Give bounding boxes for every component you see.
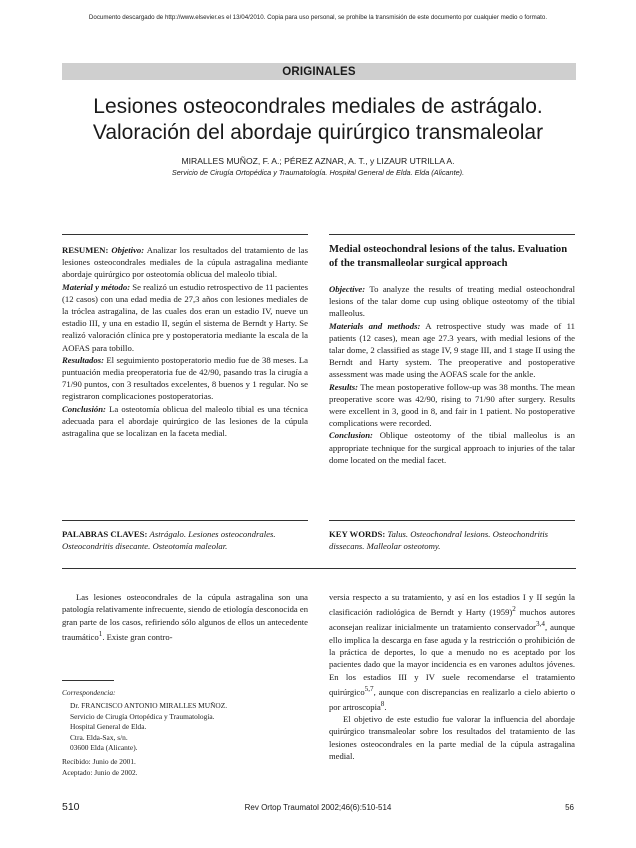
materials-label: Materials and methods: xyxy=(329,320,421,331)
article-title xyxy=(40,94,596,146)
correspondence-label: Correspondencia: xyxy=(62,688,116,697)
materials-text: A retrospective study was made of 11 patients (12 cases), mean age 27.3 years, with medial lesions of the talar dome, 2 classified as stage IV, 9 stage III, and 1 stage II using the Berndt and Harty system. The preoperative and postoperative assessment was made using the AOFAS scale for the ankle. xyxy=(329,320,575,380)
results-label: Results: xyxy=(329,381,358,392)
body-separator-rule xyxy=(62,568,576,569)
abstract-es xyxy=(62,244,308,439)
abstract-en-bottom-rule xyxy=(329,520,575,521)
intro-cont-d: , aunque con discrepancias en realizarlo a cielo abierto o por artroscopia xyxy=(329,686,575,712)
correspondence-line-4: Ctra. Elda-Sax, s/n. xyxy=(70,732,128,742)
keywords-es-label: PALABRAS CLAVES: xyxy=(62,529,148,539)
resumen-label: RESUMEN: xyxy=(62,245,109,255)
keywords-es-text: Astrágalo. Lesiones osteocondrales. Osteocondritis disecante. Osteotomía maleolar. xyxy=(62,529,276,552)
section-header xyxy=(62,63,576,80)
ref-2: 2 xyxy=(512,605,516,614)
objetivo-text: Analizar los resultados del tratamiento de las lesiones osteocondrales mediales de la cúpula astragalina mediante abordaje quirúrgico por osteotomía oblicua del maleolo tibial. xyxy=(62,245,309,280)
title-line-1: Lesiones osteocondrales mediales de astrágalo. xyxy=(93,95,543,118)
keywords-en-label: KEY WORDS: xyxy=(329,529,386,539)
ref-3-4: 3,4 xyxy=(536,620,545,629)
intro-paragraph-1-end: . Existe gran contro- xyxy=(102,631,173,642)
section-label: ORIGINALES xyxy=(282,65,356,78)
abstract-en-top-rule xyxy=(329,234,575,235)
correspondence-name: Dr. FRANCISCO ANTONIO MIRALLES MUÑOZ. xyxy=(70,701,228,711)
conclusion-en-label: Conclusion: xyxy=(329,430,373,441)
journal-citation: Rev Ortop Traumatol 2002;46(6):510-514 xyxy=(244,803,392,812)
accepted-date: Aceptado: Junio de 2002. xyxy=(62,767,138,777)
objective-paragraph: El objetivo de este estudio fue valorar la influencia del abordaje quirúrgico transmaleolar sobre los resultados del tratamiento de las lesiones osteocondrales en la parte medial de la cúpula astragalina medial. xyxy=(329,714,575,761)
abstract-es-bottom-rule xyxy=(62,520,308,521)
page-number-left: 510 xyxy=(62,801,80,813)
ref-5-7: 5,7 xyxy=(364,684,374,693)
download-notice: Documento descargado de http://www.elsevier.es el 13/04/2010. Copia para uso personal, se prohíbe la transmisión de este documento por cualquier medio o formato. xyxy=(88,14,548,21)
body-left-column xyxy=(62,591,308,643)
received-date: Recibido: Junio de 2001. xyxy=(62,757,136,767)
objective-text: To analyze the results of treating medial osteochondral lesions of the talar dome cup using oblique osteotomy of the tibial malleolus. xyxy=(329,284,575,319)
intro-paragraph-1: Las lesiones osteocondrales de la cúpula astragalina son una patología relativamente infrecuente, siendo de etiología desconocida en gran parte de los casos, refiriendo sólo algunos de ellos un antecedente traumático xyxy=(62,592,308,642)
conclusion-en-text: Oblique osteotomy of the tibial malleolus is an appropriate technique for the surgical approach to injuries of the talar dome located on the medial facet. xyxy=(329,430,576,465)
correspondence-line-5: 03600 Elda (Alicante). xyxy=(70,743,138,753)
results-text: The mean postoperative follow-up was 38 months. The mean preoperative score was 42/90, rising to 71/90 after surgery. Results were excellent in 3, good in 8, and fair in 1 patient. No postoperative complications were recorded. xyxy=(329,381,576,429)
keywords-en xyxy=(329,528,575,552)
objective-label: Objective: xyxy=(329,284,366,294)
intro-cont-c: , aunque ello implica la descarga en fase aguda y la restricción o prohibición de la práctica de deportes, lo que a menudo no es aceptado por los pacientes dado que la mayor incidencia es en varones adultos jóvenes. En los estadios III y IV suele recomendarse el tratamiento quirúrgico xyxy=(329,622,575,697)
resultados-text: El seguimiento postoperatorio medio fue de 38 meses. La puntuación media preoperatoria fue de 42/90, pasando tras la cirugía a 71/90 puntos, con 3 resultados excelentes, 8 buenos y 1 regular. No se registraron complicaciones postoperatorias. xyxy=(62,354,308,402)
intro-cont-e: . xyxy=(384,701,387,712)
resultados-label: Resultados: xyxy=(62,354,104,365)
objetivo-label: Objetivo: xyxy=(111,245,145,255)
intro-cont-a: versia respecto a su tratamiento, y así en los estadios I y II según la clasificación radiológica de Berndt y Harty (1959) xyxy=(329,592,575,618)
title-line-2: Valoración del abordaje quirúrgico transmaleolar xyxy=(92,121,544,144)
authors: MIRALLES MUÑOZ, F. A.; PÉREZ AZNAR, A. T., y LIZAUR UTRILLA A. xyxy=(181,156,455,166)
correspondence-block xyxy=(62,688,302,778)
intro-cont-b: muchos autores aconsejan realizar inicialmente un tratamiento conservador xyxy=(329,607,575,633)
keywords-en-text: Talus. Osteochondral lesions. Osteochondritis dissecans. Malleolar osteotomy. xyxy=(329,529,549,552)
ref-8: 8 xyxy=(380,699,385,708)
conclusion-es-text: La osteotomía oblicua del maleolo tibial es una técnica adecuada para el abordaje quirúrgico de las lesiones de la cúpula astragalina que se localizan en la faceta medial. xyxy=(62,403,308,439)
english-title: Medial osteochondral lesions of the talus. Evaluation of the transmalleolar surgical approach xyxy=(329,244,568,269)
material-label: Material y método: xyxy=(62,281,131,292)
body-right-column xyxy=(329,591,575,762)
affiliation: Servicio de Cirugía Ortopédica y Traumatología. Hospital General de Elda. Elda (Alicante). xyxy=(171,168,465,177)
correspondence-line-3: Hospital General de Elda. xyxy=(70,722,147,732)
correspondence-line-2: Servicio de Cirugía Ortopédica y Traumatología. xyxy=(70,711,215,721)
abstract-en xyxy=(329,243,575,466)
page-number-right: 56 xyxy=(565,803,574,812)
conclusion-es-label: Conclusión: xyxy=(62,403,106,414)
abstract-es-top-rule xyxy=(62,234,308,235)
keywords-es xyxy=(62,528,308,552)
correspondence-rule xyxy=(62,680,114,681)
ref-1: 1 xyxy=(98,629,103,638)
material-text: Se realizó un estudio retrospectivo de 11 pacientes (12 casos) con una edad media de 27,3 años con lesiones mediales de la tróclea astragalina, de las cuales dos eran un estadio IV, nueve un estadio III, y una en estadio II, según el sistema de Berndt y Harty. Se realizó valoración clínica pre y postoperatoria mediante la escala de la AOFAS para tobillo. xyxy=(62,281,309,353)
